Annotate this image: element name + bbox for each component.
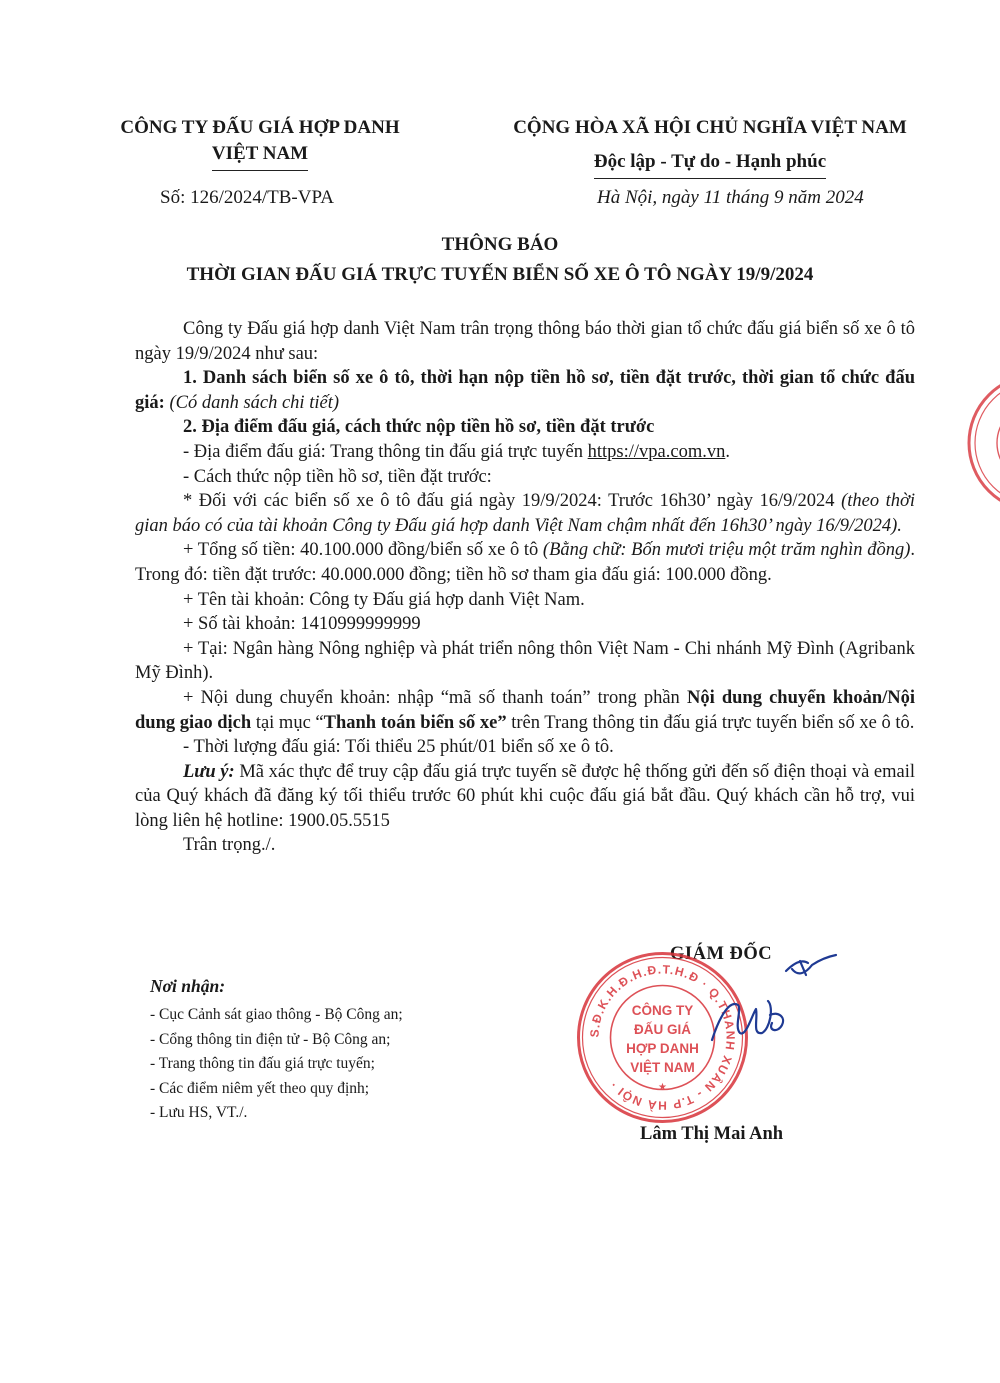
- seal-line-1: CÔNG TY: [631, 1003, 694, 1018]
- transfer-content-section: Thanh toán biển số xe”: [323, 712, 507, 733]
- auction-duration: - Thời lượng đấu giá: Tối thiểu 25 phút/01 biển số xe ô tô.: [183, 737, 614, 758]
- note-label: Lưu ý:: [183, 761, 235, 782]
- auction-location: - Địa điểm đấu giá: Trang thông tin đấu giá trực tuyến https://vpa.com.vn.: [183, 441, 730, 462]
- organization-name-line2: VIỆT NAM: [212, 141, 308, 171]
- account-number: + Số tài khoản: 1410999999999: [183, 614, 421, 635]
- section-1-note: (Có danh sách chi tiết): [169, 392, 339, 413]
- note-paragraph: [135, 760, 915, 834]
- seal-ring-text: S.Đ.K.H.Đ.H.Đ.T.H.Đ · Q.THANH XUÂN - T.P HÀ NỘI ·: [587, 962, 738, 1113]
- recipient-item: - Lưu HS, VT./.: [150, 1104, 248, 1121]
- recipient-item: - Cổng thông tin điện tử - Bộ Công an;: [150, 1030, 391, 1048]
- seal-line-3: HỢP DANH: [626, 1041, 699, 1056]
- auction-location-text: - Địa điểm đấu giá: Trang thông tin đấu giá trực tuyến: [183, 441, 583, 462]
- section-2-heading: 2. Địa điểm đấu giá, cách thức nộp tiền hồ sơ, tiền đặt trước: [183, 417, 655, 438]
- note-text: Mã xác thực để truy cập đấu giá trực tuyến sẽ được hệ thống gửi đến số điện thoại và email của Quý khách đã đăng ký tối thiểu trước 60 phút khi cuộc đấu giá bắt đầu. Quý khách cần hỗ trợ, vui lòng liên hệ hotline: 1900.05.5515: [135, 761, 916, 831]
- total-amount: [135, 538, 915, 587]
- country-name: CỘNG HÒA XÃ HỘI CHỦ NGHĨA VIỆT NAM: [513, 117, 907, 138]
- recipients-block: [150, 976, 550, 1126]
- section-1: [135, 366, 915, 415]
- total-amount-breakdown: . Trong đó: tiền đặt trước: 40.000.000 đồng; tiền hồ sơ tham gia đấu giá: 100.000 đồng.: [135, 540, 915, 585]
- auction-website-link[interactable]: https://vpa.com.vn: [587, 441, 726, 462]
- signer-name: Lâm Thị Mai Anh: [640, 1124, 784, 1144]
- account-name: + Tên tài khoản: Công ty Đấu giá hợp danh Việt Nam.: [183, 589, 585, 610]
- payment-deadline: [135, 489, 915, 538]
- seal-line-2: ĐẤU GIÁ: [634, 1022, 691, 1037]
- place-and-date: Hà Nội, ngày 11 tháng 9 năm 2024: [597, 187, 864, 208]
- total-amount-text: + Tổng số tiền: 40.100.000 đồng/biển số xe ô tô: [183, 540, 539, 561]
- national-header: [475, 115, 945, 179]
- organization-name-line1: CÔNG TY ĐẤU GIÁ HỢP DANH: [120, 117, 400, 138]
- document-body: [135, 317, 915, 858]
- handwritten-signature: [690, 945, 840, 1055]
- transfer-content-e: trên Trang thông tin đấu giá trực tuyến biển số xe ô tô.: [511, 712, 915, 733]
- transfer-content: [135, 686, 915, 735]
- document-subtitle: THỜI GIAN ĐẤU GIÁ TRỰC TUYẾN BIỂN SỐ XE Ô TÔ NGÀY 19/9/2024: [186, 264, 814, 285]
- svg-text:★: ★: [658, 1082, 667, 1093]
- section-1-heading: 1. Danh sách biển số xe ô tô, thời hạn nộp tiền hồ sơ, tiền đặt trước, thời gian tổ chức đấu giá:: [135, 368, 915, 413]
- organization-header: [95, 115, 425, 171]
- signature-title: GIÁM ĐỐC: [670, 944, 773, 964]
- document-number: Số: 126/2024/TB-VPA: [160, 187, 335, 208]
- recipient-item: - Các điểm niêm yết theo quy định;: [150, 1079, 370, 1097]
- document-title: THÔNG BÁO: [441, 234, 559, 255]
- transfer-content-c: tại mục “: [255, 712, 324, 733]
- recipient-item: - Trang thông tin đấu giá trực tuyến;: [150, 1055, 375, 1072]
- transfer-content-a: + Nội dung chuyển khoản: nhập “mã số thanh toán” trong phần: [183, 687, 680, 708]
- document-titles: [60, 230, 940, 290]
- closing-line: Trân trọng./.: [183, 835, 276, 856]
- edge-seal-stamp: [962, 368, 1000, 518]
- intro-paragraph: Công ty Đấu giá hợp danh Việt Nam trân trọng thông báo thời gian tổ chức đấu giá biển số xe ô tô ngày 19/9/2024 như sau:: [135, 319, 915, 364]
- payment-deadline-text: * Đối với các biển số xe ô tô đấu giá ngày 19/9/2024: Trước 16h30’ ngày 16/9/2024: [183, 491, 835, 512]
- bank-branch: + Tại: Ngân hàng Nông nghiệp và phát triển nông thôn Việt Nam - Chi nhánh Mỹ Đình (Agribank Mỹ Đình).: [135, 638, 915, 684]
- total-amount-words: (Bằng chữ: Bốn mươi triệu một trăm nghìn đồng): [542, 540, 911, 561]
- transfer-content-field: Nội dung chuyển khoản/Nội dung giao dịch: [135, 687, 916, 733]
- recipient-item: - Cục Cảnh sát giao thông - Bộ Công an;: [150, 1006, 403, 1023]
- seal-line-4: VIỆT NAM: [630, 1060, 695, 1075]
- recipients-title: Nơi nhận:: [150, 976, 226, 996]
- payment-deadline-note: (theo thời gian báo có của tài khoản Công ty Đấu giá hợp danh Việt Nam chậm nhất đến 16h30’ ngày 16/9/2024).: [135, 491, 915, 536]
- payment-method: - Cách thức nộp tiền hồ sơ, tiền đặt trước:: [183, 466, 492, 487]
- national-motto: Độc lập - Tự do - Hạnh phúc: [594, 149, 826, 179]
